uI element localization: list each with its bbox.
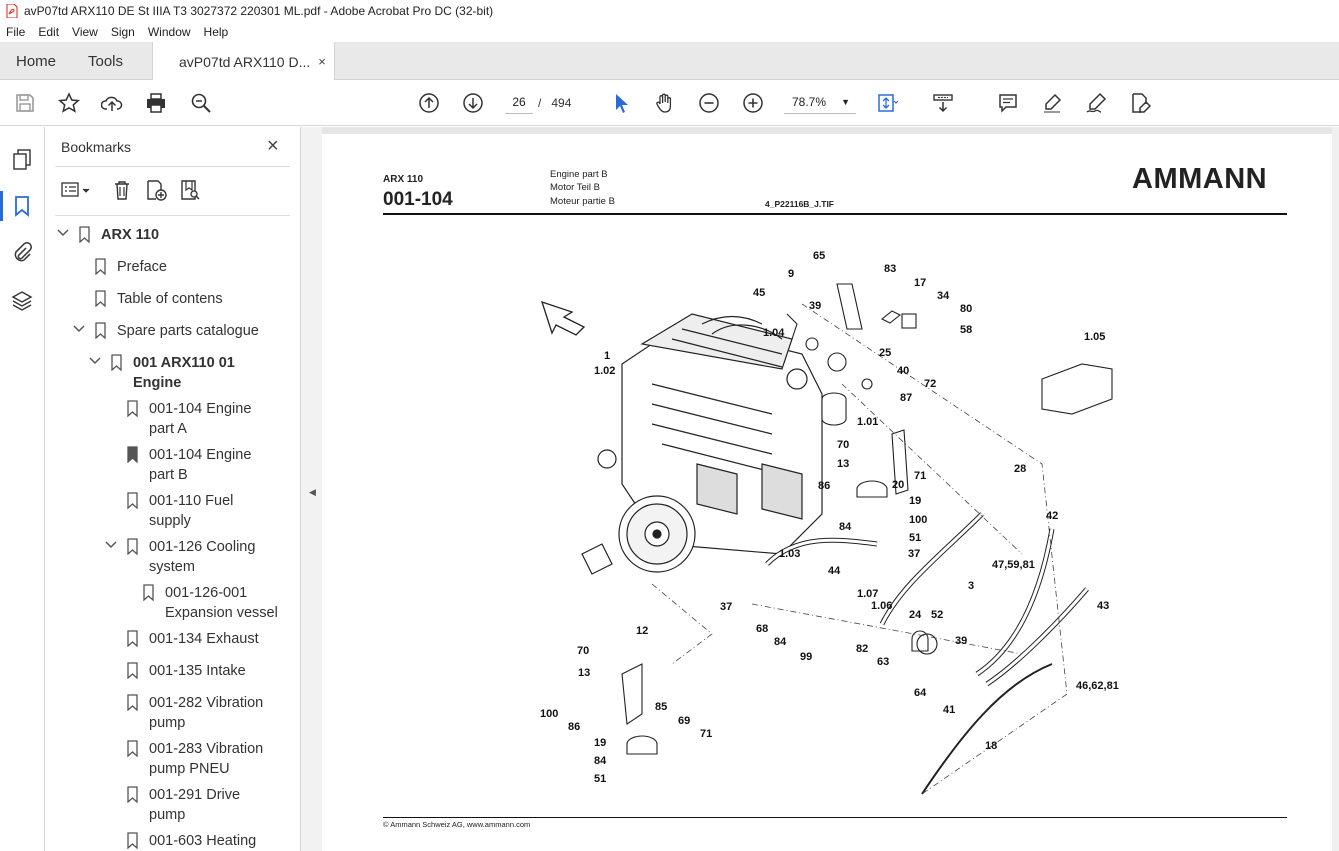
bookmark-icon [127,786,138,803]
part-label: 3 [968,580,975,592]
layers-icon[interactable] [11,290,33,312]
part-label: 25 [879,347,892,359]
left-rail [0,127,45,851]
menu-file[interactable]: File [6,25,26,39]
bookmarks-panel [45,127,300,851]
bookmark-label-line2: pump [149,715,186,731]
part-label: 12 [636,625,649,637]
part-label: 1.05 [1084,331,1106,343]
part-label: 86 [818,480,831,492]
bookmark-item-heating[interactable]: 001-603 Heating [149,833,257,849]
part-label: 1.01 [857,416,879,428]
part-label: 47,59,81 [992,559,1035,571]
page-count: / 494 [538,96,572,110]
part-label: 85 [655,701,668,713]
bookmark-label-line1: 001 ARX110 01 [133,355,235,371]
part-label: 19 [594,737,607,749]
chevron-down-icon[interactable] [89,356,101,369]
bookmark-icon [127,446,138,463]
part-label: 84 [594,755,607,767]
bookmark-label-line1: 001-104 Engine [149,447,252,463]
bookmark-item-engine[interactable] [133,353,235,393]
part-label: 44 [828,565,841,577]
part-label: 13 [837,458,850,470]
hand-icon[interactable] [654,92,676,114]
collapse-panel-icon[interactable]: ◀ [309,487,316,497]
bookmark-icon [127,400,138,417]
bookmark-item-engine-part-b[interactable] [149,445,251,485]
bookmark-icon [127,630,138,647]
part-label: 20 [892,479,905,491]
part-label: 99 [800,651,813,663]
part-label: 82 [856,643,869,655]
scroll-mode-icon[interactable] [932,92,954,114]
part-label: 100 [909,514,928,526]
bookmark-item-expansion-vessel[interactable] [165,583,278,623]
search-zoom-icon[interactable] [190,92,212,114]
part-label: 24 [909,609,922,621]
tab-document-label: avP07td ARX110 D... [179,53,311,70]
bookmark-label-line1: 001-104 Engine [149,401,252,417]
active-indicator [0,191,3,221]
zoom-out-icon[interactable] [698,92,720,114]
part-label: 58 [960,324,973,336]
part-label: 40 [897,365,910,377]
bookmark-icon [143,584,154,601]
page-up-icon[interactable] [418,92,440,114]
bookmark-label-line2: part B [149,467,188,483]
bookmark-label-line2: Expansion vessel [165,605,278,621]
page-down-icon[interactable] [462,92,484,114]
bookmark-icon[interactable] [11,195,33,217]
bookmarks-title: Bookmarks [61,139,132,155]
part-label: 69 [678,715,691,727]
part-label: 28 [1014,463,1027,475]
select-cursor-icon[interactable] [610,92,632,114]
bookmark-item-engine-part-a[interactable] [149,399,251,439]
divider [55,215,290,216]
title-de: Motor Teil B [550,182,600,193]
document-area [322,127,1339,851]
tab-tools[interactable]: Tools [88,52,124,70]
part-label: 41 [943,704,956,716]
part-label: 72 [924,378,937,390]
orientation-arrow [542,302,584,335]
bookmark-tree [45,223,281,851]
part-label: 87 [900,392,913,404]
bookmark-icon [127,694,138,711]
bookmark-label-line1: 001-283 Vibration [149,741,264,757]
document-scrollbar[interactable] [1332,127,1339,851]
drawing-file-name: 4_P22116B_J.TIF [765,199,834,209]
part-label: 1.03 [779,548,801,560]
page-code: 001-104 [383,189,453,210]
part-label: 18 [985,740,998,752]
bookmark-label-line1: 001-126 Cooling [149,539,256,555]
page-thumbnails-icon[interactable] [11,148,33,170]
new-bookmark-icon[interactable] [145,179,167,201]
title-en: Engine part B [550,169,608,180]
part-label: 45 [753,287,766,299]
zoom-select[interactable] [784,90,856,114]
menu-window[interactable]: Window [147,25,191,39]
part-label: 19 [909,495,922,507]
chevron-down-icon[interactable] [57,228,69,241]
bookmark-label-line1: 001-110 Fuel [149,493,234,509]
part-label: 1 [604,350,611,362]
part-label: 39 [809,300,822,312]
part-label: 37 [908,548,921,560]
bookmark-icon [127,538,138,555]
part-label: 1.02 [594,365,616,377]
upload-icon[interactable] [101,92,123,114]
pdf-page [322,134,1332,851]
part-label: 84 [839,521,852,533]
find-bookmark-icon[interactable] [179,179,201,201]
bookmark-item-spare-parts[interactable]: Spare parts catalogue [117,323,259,339]
title-bar [0,0,1339,22]
chevron-down-icon: ▼ [841,97,850,107]
part-label: 17 [914,277,927,289]
bookmark-icon [79,226,90,243]
bookmark-item-arx110[interactable]: ARX 110 [101,227,160,243]
close-icon[interactable]: × [267,135,279,157]
part-label: 46,62,81 [1076,680,1119,692]
tab-home[interactable]: Home [16,52,57,70]
part-label: 63 [877,656,890,668]
bookmark-label-line2: system [149,559,195,575]
bookmark-label-line2: part A [149,421,187,437]
part-label: 43 [1097,600,1110,612]
footer-rule [383,817,1287,818]
bookmark-item-exhaust[interactable]: 001-134 Exhaust [149,631,259,647]
model-name: ARX 110 [383,174,424,185]
part-label: 64 [914,687,927,699]
engine-illustration [582,314,822,574]
bookmark-label-line2: pump [149,807,186,823]
exploded-parts-drawing [322,134,1332,851]
part-label: 68 [756,623,769,635]
bookmark-item-drive-pump[interactable] [149,785,240,825]
highlight-icon[interactable] [1041,92,1063,114]
menu-sign[interactable]: Sign [110,25,135,39]
bookmark-label-line1: 001-282 Vibration [149,695,264,711]
part-label: 1.04 [763,327,785,339]
tab-document[interactable] [152,42,335,81]
part-label: 80 [960,303,973,315]
chevron-down-icon[interactable] [73,324,85,337]
menu-help[interactable]: Help [203,25,229,39]
comment-icon[interactable] [997,92,1019,114]
part-label: 65 [813,250,826,262]
bookmark-item-intake[interactable]: 001-135 Intake [149,663,246,679]
menu-bar [0,22,1339,42]
part-label: 100 [540,708,559,720]
part-label: 51 [909,532,922,544]
bookmark-item-cooling-system[interactable] [149,537,255,577]
bookmark-label-line2: pump PNEU [149,761,230,777]
part-label: 1.06 [871,600,893,612]
save-icon[interactable] [14,92,36,114]
bookmark-icon [95,290,106,307]
bookmark-item-preface[interactable]: Preface [117,259,167,275]
footer-copyright: © Ammann Schweiz AG, www.ammann.com [383,820,531,829]
toolbar [0,80,1339,126]
part-label: 39 [955,635,968,647]
acrobat-file-icon [6,4,18,18]
part-label: 42 [1046,510,1059,522]
part-label: 83 [884,263,897,275]
print-icon[interactable] [145,92,167,114]
part-label: 71 [914,470,927,482]
sign-icon[interactable] [1085,92,1107,114]
part-label: 37 [720,601,733,613]
options-menu-icon[interactable] [61,179,83,201]
part-label: 34 [937,290,950,302]
zoom-value: 78.7% [792,95,827,109]
bookmark-icon [127,832,138,849]
bookmark-icon [95,322,106,339]
bookmark-icon [127,492,138,509]
bookmark-item-fuel-supply[interactable] [149,491,233,531]
bookmark-label-line2: Engine [133,375,182,391]
part-label: 86 [568,721,581,733]
close-icon[interactable]: × [318,54,326,69]
part-label: 70 [577,645,590,657]
bookmarks-toolbar [59,177,279,203]
part-label: 70 [837,439,850,451]
menu-view[interactable]: View [72,25,98,39]
edit-pdf-icon[interactable] [1129,92,1151,114]
part-label: 71 [700,728,713,740]
attachment-icon[interactable] [11,241,33,263]
window-title: avP07td ARX110 DE St IIIA T3 3027372 220301 ML.pdf - Adobe Acrobat Pro DC (32-bit) [24,4,494,18]
bookmark-label-line1: 001-291 Drive [149,787,241,803]
bookmark-item-toc[interactable]: Table of contens [117,291,223,307]
delete-bookmark-icon[interactable] [111,179,133,201]
bookmark-icon [127,740,138,757]
bookmark-icon [127,662,138,679]
part-label: 52 [931,609,944,621]
title-fr: Moteur partie B [550,196,615,207]
bookmark-item-vibration-pump-pneu[interactable] [149,739,263,779]
star-icon[interactable] [58,92,80,114]
part-label: 13 [578,667,591,679]
bookmark-item-vibration-pump[interactable] [149,693,263,733]
chevron-down-icon[interactable] [105,540,117,553]
zoom-in-icon[interactable] [742,92,764,114]
page-number-input[interactable]: 26 [505,90,533,114]
bookmark-label-line2: supply [149,513,191,529]
bookmark-icon [111,354,122,371]
tab-bar [0,42,1339,80]
bookmark-icon [95,258,106,275]
fit-page-icon[interactable] [876,92,898,114]
ammann-logo: AMMANN [1132,163,1268,195]
panel-splitter[interactable] [300,127,322,851]
bookmark-label-line1: 001-126-001 [165,585,248,601]
part-label: 84 [774,636,787,648]
menu-edit[interactable]: Edit [38,25,60,39]
part-label: 51 [594,773,607,785]
part-label: 1.07 [857,588,879,600]
part-label: 9 [788,268,795,280]
divider [55,166,290,167]
